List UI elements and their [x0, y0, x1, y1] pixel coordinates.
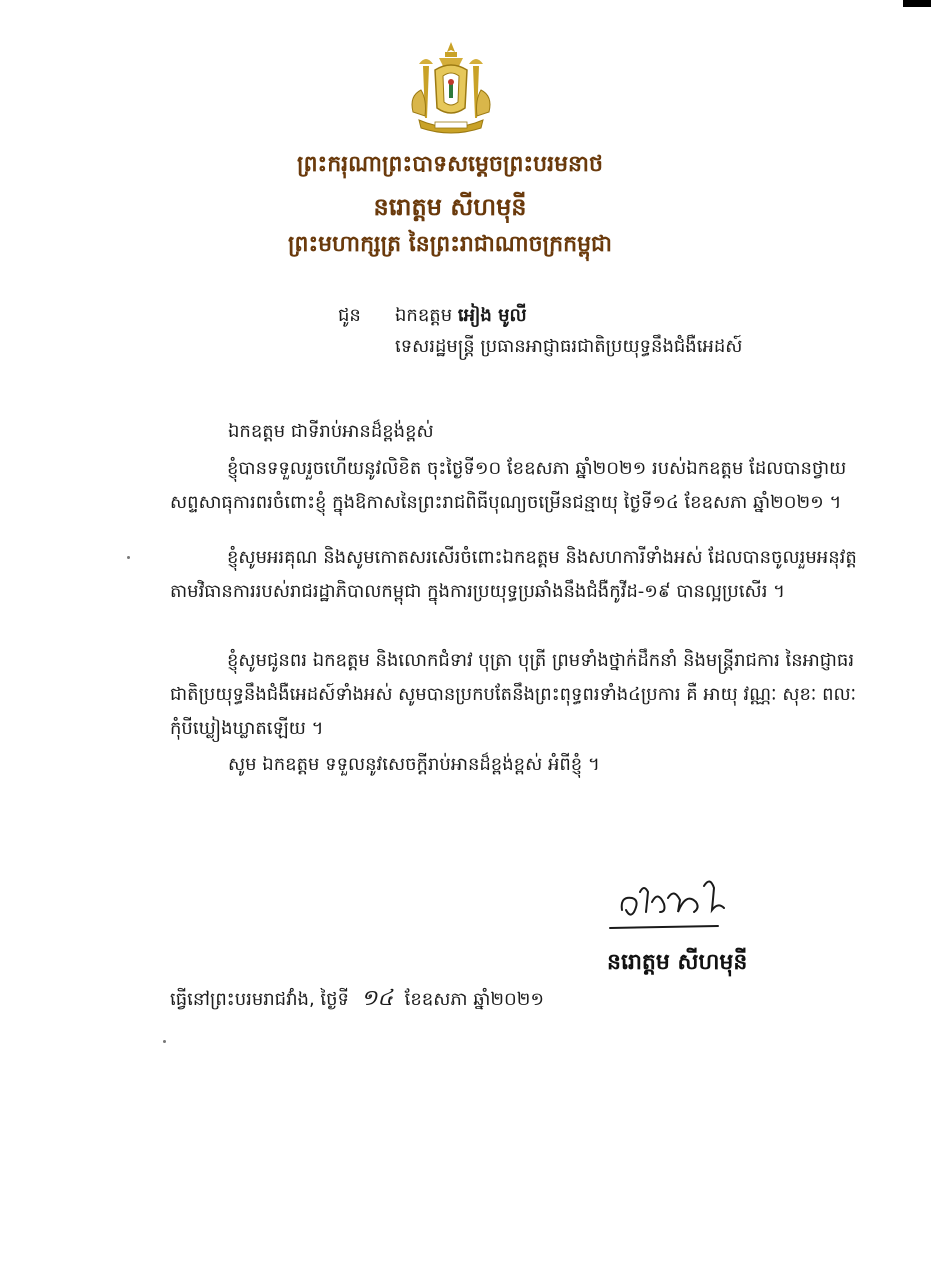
- header-king-name: នរោត្តម សីហមុនី: [373, 193, 527, 221]
- recipient-line: [395, 303, 527, 330]
- date-prefix: ធ្វើនៅព្រះបរមរាជវាំង, ថ្ងៃទី: [170, 989, 349, 1010]
- recipient-title: ទេសរដ្ឋមន្ត្រី ប្រធានអាជ្ញាធរជាតិប្រយុទ្ធនឹងជំងឺអេដស៍: [395, 336, 743, 357]
- scan-speck: [163, 1040, 166, 1043]
- recipient-name: អៀង មូលី: [457, 305, 527, 326]
- paragraph-receipt: ខ្ញុំបានទទួលរួចហើយនូវលិខិត ចុះថ្ងៃទី១០ ខែឧសភា ឆ្នាំ២០២១ របស់ឯកឧត្តម ដែលបានថ្វាយសព្ទសាធុការពរចំពោះខ្ញុំ ក្នុងឱកាសនៃព្រះរាជពិធីបុណ្យចម្រើនជន្មាយុ ថ្ងៃទី១៤ ខែឧសភា ឆ្នាំ២០២១ ។: [170, 458, 847, 513]
- handwritten-signature: [600, 862, 760, 937]
- date-suffix: ខែឧសភា ឆ្នាំ២០២១: [404, 989, 544, 1010]
- recipient-label: ជូន: [338, 305, 361, 326]
- closing-line: សូម ឯកឧត្តម ទទួលនូវសេចក្តីរាប់អានដ៏ខ្ពង់ខ្ពស់ អំពីខ្ញុំ ។: [228, 754, 600, 775]
- date-line: [170, 984, 544, 1016]
- date-day: ១៤: [360, 986, 393, 1011]
- recipient-honorific: ឯកឧត្តម: [395, 305, 453, 326]
- header-kingdom: ព្រះមហាក្សត្រ នៃព្រះរាជាណាចក្រកម្ពុជា: [287, 232, 613, 257]
- royal-emblem-icon: [405, 38, 497, 138]
- paragraph-wishes: ខ្ញុំសូមជូនពរ ឯកឧត្តម និងលោកជំទាវ បុត្រា បុត្រី ព្រមទាំងថ្នាក់ដឹកនាំ និងមន្ត្រីរាជការ នៃអាជ្ញាធរជាតិប្រយុទ្ធនឹងជំងឺអេដស៍ទាំងអស់ សូមបានប្រកបតែនឹងព្រះពុទ្ធពរទាំង៤ប្រការ គឺ អាយុ វណ្ណៈ សុខៈ ពលៈ កុំបីឃ្លៀងឃ្លាតឡើយ ។: [170, 650, 857, 739]
- signer-name: នរោត្តម សីហមុនី: [607, 950, 748, 975]
- corner-mark: [903, 0, 931, 7]
- salutation: ឯកឧត្តម ជាទីរាប់អានដ៏ខ្ពង់ខ្ពស់: [228, 421, 434, 442]
- scan-speck: [127, 556, 130, 559]
- paragraph-thanks: ខ្ញុំសូមអរគុណ និងសូមកោតសរសើរចំពោះឯកឧត្តម និងសហការីទាំងអស់ ដែលបានចូលរួមអនុវត្តតាមវិធានការរបស់រាជរដ្ឋាភិបាលកម្ពុជា ក្នុងការប្រយុទ្ធប្រឆាំងនឹងជំងឺកូវីដ-១៩ បានល្អប្រសើរ ។: [170, 547, 857, 602]
- header-king-title: ព្រះករុណាព្រះបាទសម្តេចព្រះបរមនាថ: [297, 152, 603, 177]
